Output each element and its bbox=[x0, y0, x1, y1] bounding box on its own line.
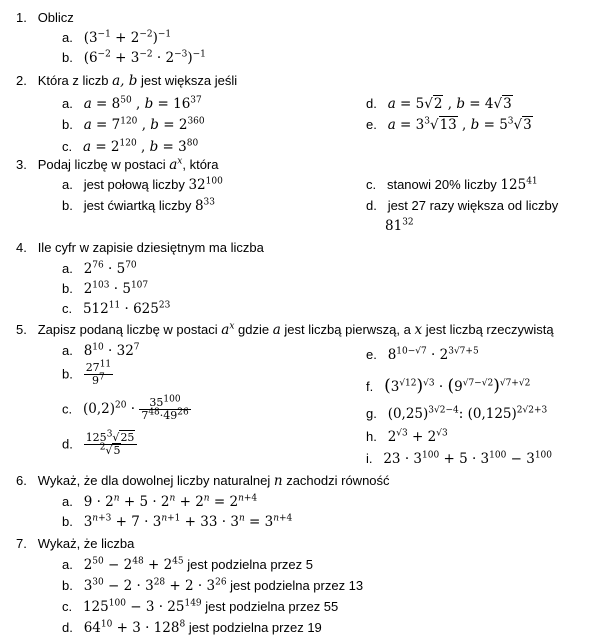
task-1 bbox=[16, 10, 74, 25]
expression: $(3^{-1} + 2^{-2})^{-1}$ bbox=[83, 29, 172, 46]
sub-2b: b. $a = 7^{120}$ , $b = 2^{360}$ bbox=[62, 116, 205, 133]
expression: $a = 2^{120}$ , $b = 3^{80}$ bbox=[82, 138, 199, 155]
sub-5f: f. $(3^{√12})^{√3} \cdot (9^{√7-√2})^{√7+√2}$ bbox=[366, 376, 531, 396]
sub-5b: b. $\frac{27^{11}}{9^7}$ bbox=[62, 359, 112, 387]
sub-2e: e. $a = 3^3√13$ , $b = 5^3√3$ bbox=[366, 116, 532, 133]
sub-4c: c. $512^{11} \cdot 625^{23}$ bbox=[62, 300, 171, 317]
sub-7c: c. $125^{100} - 3 \cdot 25^{149}$ jest podzielna przez 55 bbox=[62, 598, 339, 615]
task-2: 2. Która z liczb a, b jest większa jeśli bbox=[16, 73, 238, 89]
expression: $a = 7^{120}$ , $b = 2^{360}$ bbox=[83, 116, 205, 133]
sub-5d: d. $\frac{125^3√25}{^2√5}$ bbox=[62, 432, 137, 456]
sub-3d: d. jest 27 razy większa od liczby bbox=[366, 198, 559, 213]
sub-7b: b. $3^{30} - 2 \cdot 3^{28} + 2 \cdot 3^{26}$ jest podzielna przez 13 bbox=[62, 577, 364, 594]
sub-5g: g. $(0,25)^{3√2-4}$: $(0,125)^{2√2+3}$ bbox=[366, 405, 548, 422]
task-5: 5. Zapisz podaną liczbę w postaci $a^x$ gdzie a jest liczbą pierwszą, a x jest liczbą rzeczywistą bbox=[16, 321, 554, 338]
task-4: 4. Ile cyfr w zapisie dziesiętnym ma liczba bbox=[16, 240, 264, 255]
expression: $(6^{-2} + 3^{-2} \cdot 2^{-3})^{-1}$ bbox=[83, 49, 206, 66]
sub-5h: h. $2^{√3} + 2^{√3}$ bbox=[366, 428, 448, 445]
task-7: 7. Wykaż, że liczba bbox=[16, 536, 135, 551]
sub-2d: d. a = 5√2 , b = 4√3 bbox=[366, 96, 512, 112]
expression: $a = 8^{50}$ , $b = 16^{37}$ bbox=[83, 95, 202, 112]
expression: $a = 3^3√13$ , $b = 5^3√3$ bbox=[387, 116, 532, 133]
sub-1a: a. $(3^{-1} + 2^{-2})^{-1}$ bbox=[62, 29, 172, 46]
sub-3a: a. jest połową liczby $32^{100}$ bbox=[62, 176, 223, 193]
sub-4b: b. $2^{103} \cdot 5^{107}$ bbox=[62, 280, 149, 297]
sub-2a: a. $a = 8^{50}$ , $b = 16^{37}$ bbox=[62, 95, 202, 112]
sub-5i: i. $23 \cdot 3^{100} + 5 \cdot 3^{100} - 3^{100}$ bbox=[366, 450, 552, 467]
task-6: 6. Wykaż, że dla dowolnej liczby naturalnej n zachodzi równość bbox=[16, 473, 390, 489]
sub-6b: b. $3^{n+3} + 7 \cdot 3^{n+1} + 33 \cdot 3^n = 3^{n+4}$ bbox=[62, 513, 293, 530]
sub-4a: a. $2^{76} \cdot 5^{70}$ bbox=[62, 260, 137, 277]
sub-6a: a. $9 \cdot 2^n + 5 \cdot 2^n + 2^n = 2^{n+4}$ bbox=[62, 493, 258, 510]
sub-3d-number: $81^{32}$ bbox=[385, 217, 414, 234]
task-number: 1. bbox=[16, 10, 27, 25]
sub-7a: a. $2^{50} - 2^{48} + 2^{45}$ jest podzielna przez 5 bbox=[62, 556, 313, 573]
sub-5a: a. $8^{10} \cdot 32^7$ bbox=[62, 342, 140, 359]
sub-2c: c. $a = 2^{120}$ , $b = 3^{80}$ bbox=[62, 138, 199, 155]
sub-5c: c. $(0,2)^{20}$ · $\frac{35^{100}}{7^{48}\cdot 49^{26}}$ bbox=[62, 394, 189, 422]
task-3: 3. Podaj liczbę w postaci $a^x$, która bbox=[16, 156, 219, 173]
sub-3c: c. stanowi 20% liczby $125^{41}$ bbox=[366, 176, 538, 193]
sub-3b: b. jest ćwiartką liczby $8^{33}$ bbox=[62, 197, 215, 214]
sub-1b: b. $(6^{-2} + 3^{-2} \cdot 2^{-3})^{-1}$ bbox=[62, 49, 206, 66]
task-text: Oblicz bbox=[37, 10, 74, 25]
sub-7d: d. $64^{10} + 3 \cdot 128^8$ jest podzielna przez 19 bbox=[62, 619, 322, 636]
sub-5e: e. $8^{10-√7} \cdot 2^{3√7+5}$ bbox=[366, 346, 479, 363]
expression: a = 5√2 , b = 4√3 bbox=[387, 96, 512, 112]
